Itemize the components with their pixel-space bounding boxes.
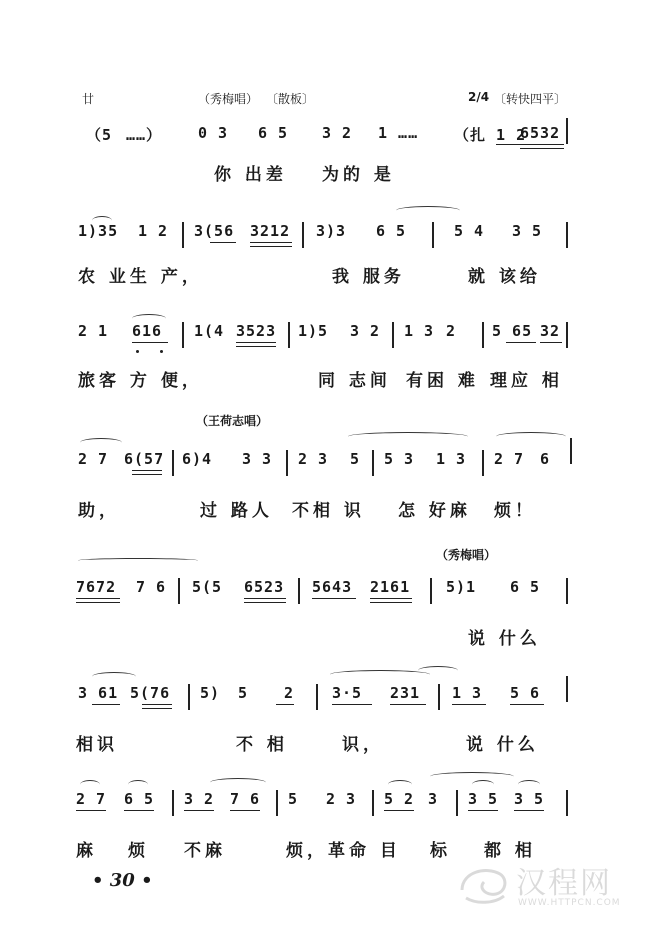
note-group: 3 2 — [322, 124, 353, 142]
lyric-text: 我 服务 — [332, 267, 405, 287]
lyric-row-1 — [0, 160, 646, 184]
note-group: 2 — [446, 322, 457, 340]
note-group: 1 3 — [452, 684, 483, 702]
note-group: 3212 — [250, 222, 291, 240]
header-tempo-change: 〔转快四平〕 — [494, 92, 567, 106]
score-row-4 — [0, 450, 646, 490]
note-group: 3 3 — [242, 450, 273, 468]
note-group: 2 3 — [298, 450, 329, 468]
lyric-row-4 — [0, 496, 646, 520]
note-group: 5 65 — [492, 322, 533, 340]
lyric-text: 就 该给 — [468, 267, 541, 287]
lyric-text: 有困 难 — [406, 371, 479, 391]
watermark — [456, 858, 636, 918]
note-group: 2 7 — [76, 790, 107, 808]
lyric-text: 烦 — [128, 841, 149, 861]
note-group: 6 5 — [376, 222, 407, 240]
note-group: 3)3 — [316, 222, 347, 240]
lyric-text: 相识 — [76, 735, 118, 755]
note-group: 5643 — [312, 578, 353, 596]
note-group: 5(76 — [130, 684, 171, 702]
note-group: 2 7 — [494, 450, 525, 468]
note-group: 6 5 — [258, 124, 289, 142]
note-group: 3 5 — [514, 790, 545, 808]
note-group: 5 3 — [384, 450, 415, 468]
lyric-text: 麻 — [76, 841, 97, 861]
note-group: 1 3 — [404, 322, 435, 340]
lyric-text: 不 相 — [236, 735, 288, 755]
watermark-logo-icon — [456, 860, 512, 906]
note-group: 5 6 — [510, 684, 541, 702]
watermark-url: WWW.HTTPCN.COM — [518, 898, 621, 908]
score-row-2 — [0, 222, 646, 262]
note-group: 3 5 — [512, 222, 543, 240]
note-group: 1)35 — [78, 222, 119, 240]
note-group: 3(56 — [194, 222, 235, 240]
page-number-text: 30 — [109, 870, 135, 891]
note-group: 1)5 — [298, 322, 329, 340]
note-group: 6523 — [244, 578, 285, 596]
note-group: 3 2 — [184, 790, 215, 808]
note-group: 3 — [428, 790, 439, 808]
note-group: 6(57 — [124, 450, 165, 468]
watermark-text: 汉程网 — [516, 866, 612, 901]
note-group: 6)4 — [182, 450, 213, 468]
lyric-text: 同 志间 — [318, 371, 391, 391]
note-group: 3·5 — [332, 684, 363, 702]
note-group: 1 2 — [138, 222, 169, 240]
note-group: 5 4 — [454, 222, 485, 240]
lyric-row-7 — [0, 836, 646, 860]
note-group: ……） — [126, 126, 163, 144]
score-row-3 — [0, 322, 646, 362]
lyric-text: 说 什么 — [468, 629, 541, 649]
lyric-row-5 — [0, 624, 646, 648]
note-group: 5 2 — [384, 790, 415, 808]
note-group: 616 — [132, 322, 163, 340]
lyric-text: 标 — [430, 841, 451, 861]
note-group: 5 — [350, 450, 361, 468]
lyric-text: 烦！ — [494, 501, 536, 521]
note-group: （5 — [86, 126, 113, 144]
note-group: 6532 — [520, 124, 561, 142]
note-group: 1 …… — [378, 124, 419, 142]
note-group: 32 — [540, 322, 561, 340]
note-group: 231 — [390, 684, 421, 702]
page-number: • 30 • — [92, 870, 153, 891]
note-group: 6 5 — [124, 790, 155, 808]
note-group: 2 1 — [78, 322, 109, 340]
header-meter: 2/4 — [468, 90, 490, 104]
note-group: 0 3 — [198, 124, 229, 142]
lyric-text: 烦，革命 目 — [286, 841, 401, 861]
lyric-text: 过 路人 — [200, 501, 273, 521]
note-group: 1 3 — [436, 450, 467, 468]
lyric-text: 理应 相 — [490, 371, 563, 391]
note-group: 2161 — [370, 578, 411, 596]
lyric-text: 不麻 — [184, 841, 226, 861]
note-group: 6 5 — [510, 578, 541, 596]
score-row-7 — [0, 790, 646, 830]
lyric-text: 都 相 — [484, 841, 536, 861]
lyric-text: 你 出差 — [214, 165, 287, 185]
header-left-mark: 廿 — [82, 92, 95, 106]
lyric-row-6 — [0, 730, 646, 754]
note-group: 5 — [288, 790, 299, 808]
note-group: 7672 — [76, 578, 117, 596]
score-row-1 — [0, 124, 646, 164]
lyric-text: 不相 识 — [292, 501, 365, 521]
lyric-row-2 — [0, 262, 646, 286]
note-group: 5(5 — [192, 578, 223, 596]
header-tempo-sanban: 〔散板〕 — [266, 92, 315, 106]
note-group: 3 2 — [350, 322, 381, 340]
note-group: 3 5 — [468, 790, 499, 808]
note-group: 3523 — [236, 322, 277, 340]
lyric-text: 说 什么 — [466, 735, 539, 755]
lyric-text: 识， — [342, 735, 384, 755]
score-row-6 — [0, 684, 646, 724]
lyric-text: 怎 好麻 — [398, 501, 471, 521]
note-group: 2 7 — [78, 450, 109, 468]
lyric-text: 农 业生 产， — [78, 267, 203, 287]
note-group: 5) — [200, 684, 221, 702]
note-group: 2 — [284, 684, 295, 702]
note-group: 6 — [540, 450, 551, 468]
score-row-5 — [0, 578, 646, 618]
note-group: 5 — [238, 684, 249, 702]
note-group: 5)1 — [446, 578, 477, 596]
lyric-text: 助， — [78, 501, 120, 521]
note-group: （扎 1 2 — [454, 126, 527, 144]
note-group: 2 3 — [326, 790, 357, 808]
lyric-text: 为的 是 — [322, 165, 395, 185]
note-group: 7 6 — [136, 578, 167, 596]
note-group: 7 6 — [230, 790, 261, 808]
note-group: 3 61 — [78, 684, 119, 702]
header-role-singer: （秀梅唱） — [198, 92, 259, 106]
role-label: （王荷志唱） — [196, 414, 269, 428]
lyric-text: 旅客 方 便， — [78, 371, 203, 391]
lyric-row-3 — [0, 366, 646, 390]
note-group: 1(4 — [194, 322, 225, 340]
role-label: （秀梅唱） — [436, 548, 497, 562]
